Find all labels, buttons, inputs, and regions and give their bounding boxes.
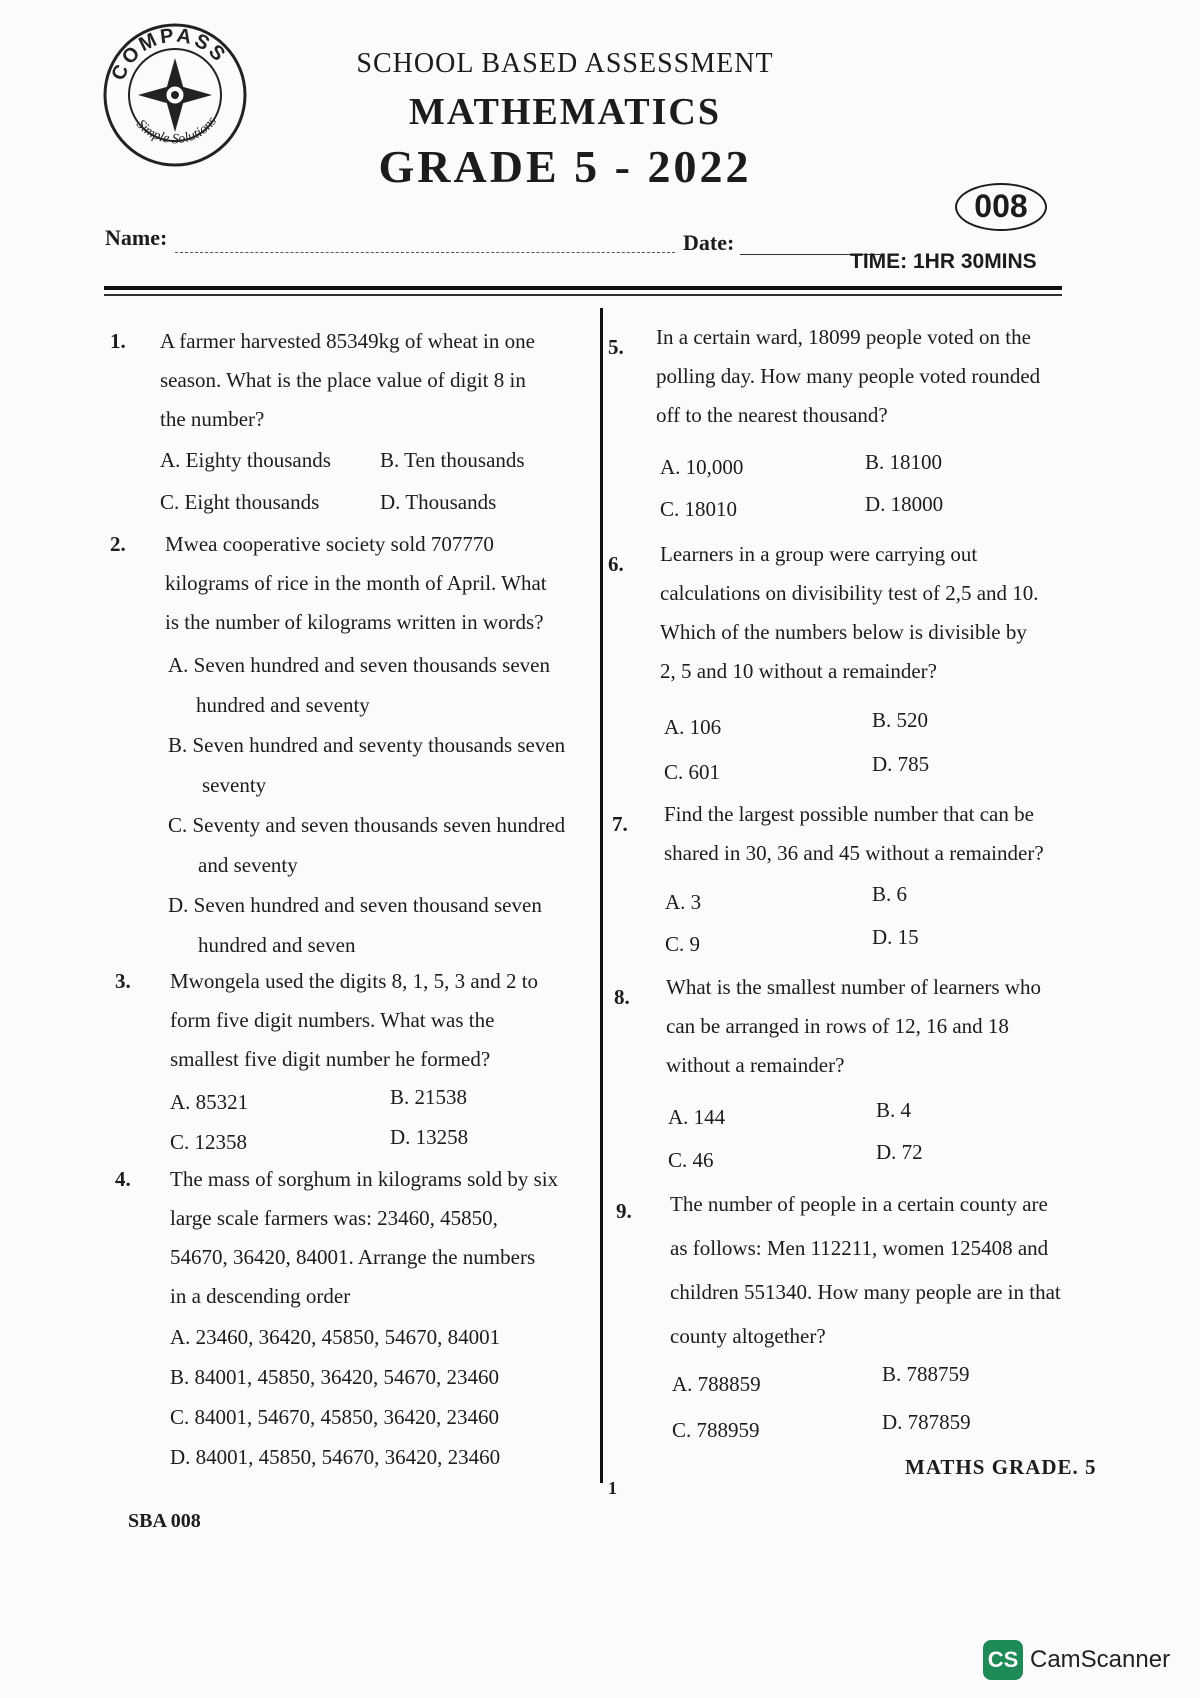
option-a: A. 23460, 36420, 45850, 54670, 84001 bbox=[170, 1325, 501, 1349]
option-d: D. 18000 bbox=[865, 492, 944, 516]
option-a: A. Eighty thousands bbox=[160, 448, 331, 472]
question-number: 2. bbox=[110, 532, 126, 556]
question-text bbox=[160, 322, 535, 439]
grade-year-title: GRADE 5 - 2022 bbox=[378, 141, 752, 192]
question-text bbox=[170, 962, 538, 1079]
question-number: 6. bbox=[608, 552, 624, 576]
option-a: A. 144 bbox=[668, 1105, 726, 1129]
option-c: C. 601 bbox=[664, 760, 721, 784]
question-number: 5. bbox=[608, 335, 624, 359]
camscanner-watermark: CamScanner bbox=[1030, 1646, 1171, 1673]
column-divider bbox=[600, 308, 603, 1483]
question-line: the number? bbox=[160, 407, 265, 431]
option-a: A. 788859 bbox=[672, 1372, 761, 1396]
option-line: hundred and seventy bbox=[196, 693, 370, 717]
option-b: B. 84001, 45850, 36420, 54670, 23460 bbox=[170, 1365, 500, 1389]
question-line: as follows: Men 112211, women 125408 and bbox=[670, 1236, 1049, 1260]
option-line: hundred and seven bbox=[198, 933, 356, 957]
question-line: polling day. How many people voted rounded bbox=[656, 364, 1041, 388]
option-line: seventy bbox=[202, 773, 267, 797]
question-line: county altogether? bbox=[670, 1324, 826, 1348]
option-c: C. Eight thousands bbox=[160, 490, 320, 514]
header-rule bbox=[104, 286, 1062, 290]
option-line: B. Seven hundred and seventy thousands seven bbox=[168, 733, 566, 757]
question-line: Learners in a group were carrying out bbox=[660, 542, 978, 566]
question-line: kilograms of rice in the month of April. What bbox=[165, 571, 547, 595]
question-number: 4. bbox=[115, 1167, 131, 1191]
name-label: Name: bbox=[105, 225, 168, 250]
option-d: D. 13258 bbox=[390, 1125, 469, 1149]
logo-word: COMPASS bbox=[107, 24, 232, 84]
option-c: C. 788959 bbox=[672, 1418, 760, 1442]
question-line: 54670, 36420, 84001. Arrange the numbers bbox=[170, 1245, 536, 1269]
footer-code: SBA 008 bbox=[128, 1510, 201, 1532]
option-b: B. 6 bbox=[872, 882, 908, 906]
option-a: A. 10,000 bbox=[660, 455, 744, 479]
camscanner-icon: CS bbox=[983, 1640, 1023, 1680]
header-rule-thin bbox=[104, 294, 1062, 296]
question-number: 3. bbox=[115, 969, 131, 993]
time-allowed: TIME: 1HR 30MINS bbox=[850, 250, 1037, 273]
option-b: B. 520 bbox=[872, 708, 929, 732]
option-c: C. 9 bbox=[665, 932, 701, 956]
question-number: 8. bbox=[614, 985, 630, 1009]
option-b: B. 788759 bbox=[882, 1362, 970, 1386]
question-line: season. What is the place value of digit 8 in bbox=[160, 368, 526, 392]
option-c: C. 18010 bbox=[660, 497, 738, 521]
option-c bbox=[168, 805, 565, 885]
option-line: and seventy bbox=[198, 853, 298, 877]
question-line: shared in 30, 36 and 45 without a remainder? bbox=[664, 841, 1044, 865]
option-c: C. 12358 bbox=[170, 1130, 248, 1154]
question-number: 9. bbox=[616, 1199, 632, 1223]
option-line: C. Seventy and seven thousands seven hundred bbox=[168, 813, 566, 837]
page-number: 1 bbox=[608, 1478, 617, 1498]
assessment-title: SCHOOL BASED ASSESSMENT bbox=[356, 48, 774, 79]
question-line: In a certain ward, 18099 people voted on the bbox=[656, 325, 1031, 349]
option-d: D. 72 bbox=[876, 1140, 923, 1164]
question-line: The number of people in a certain county are bbox=[670, 1192, 1048, 1216]
question-text bbox=[664, 795, 1044, 873]
option-d bbox=[168, 885, 542, 965]
option-b: B. 21538 bbox=[390, 1085, 468, 1109]
question-line: smallest five digit number he formed? bbox=[170, 1047, 491, 1071]
question-line: Which of the numbers below is divisible by bbox=[660, 620, 1027, 644]
question-text bbox=[660, 535, 1039, 691]
paper-code-badge: 008 bbox=[955, 183, 1047, 231]
option-d: D. 787859 bbox=[882, 1410, 971, 1434]
footer-subject: MATHS GRADE. 5 bbox=[905, 1455, 1097, 1479]
option-d: D. 785 bbox=[872, 752, 930, 776]
question-text bbox=[656, 318, 1040, 435]
subject-title: MATHEMATICS bbox=[409, 91, 721, 133]
question-line: large scale farmers was: 23460, 45850, bbox=[170, 1206, 498, 1230]
option-a: A. 85321 bbox=[170, 1090, 249, 1114]
question-line: can be arranged in rows of 12, 16 and 18 bbox=[666, 1014, 1009, 1038]
name-field-line[interactable] bbox=[175, 252, 675, 253]
option-a: A. 3 bbox=[665, 890, 702, 914]
question-line: without a remainder? bbox=[666, 1053, 845, 1077]
option-b: B. 18100 bbox=[865, 450, 943, 474]
option-d: D. 15 bbox=[872, 925, 919, 949]
question-line: children 551340. How many people are in that bbox=[670, 1280, 1061, 1304]
option-line: A. Seven hundred and seven thousands seven bbox=[168, 653, 550, 677]
date-label: Date: bbox=[683, 230, 735, 255]
option-b: B. Ten thousands bbox=[380, 448, 525, 472]
question-number: 1. bbox=[110, 329, 126, 353]
question-line: Find the largest possible number that can be bbox=[664, 802, 1034, 826]
question-line: calculations on divisibility test of 2,5 and 10. bbox=[660, 581, 1039, 605]
question-line: Mwongela used the digits 8, 1, 5, 3 and 2 to bbox=[170, 969, 539, 993]
question-line: is the number of kilograms written in words? bbox=[165, 610, 544, 634]
question-number: 7. bbox=[612, 812, 628, 836]
option-a bbox=[168, 645, 550, 725]
logo-motto: Simple Solutions bbox=[132, 114, 220, 148]
question-text bbox=[670, 1182, 1061, 1358]
question-text bbox=[165, 525, 547, 642]
question-line: Mwea cooperative society sold 707770 bbox=[165, 532, 494, 556]
question-line: A farmer harvested 85349kg of wheat in one bbox=[160, 329, 535, 353]
option-b: B. 4 bbox=[876, 1098, 912, 1122]
option-c: C. 84001, 54670, 45850, 36420, 23460 bbox=[170, 1405, 500, 1429]
option-c: C. 46 bbox=[668, 1148, 714, 1172]
option-b bbox=[168, 725, 565, 805]
option-a: A. 106 bbox=[664, 715, 722, 739]
question-line: What is the smallest number of learners who bbox=[666, 975, 1041, 999]
compass-logo bbox=[100, 20, 250, 170]
question-line: in a descending order bbox=[170, 1284, 351, 1308]
question-text bbox=[170, 1160, 558, 1316]
question-text bbox=[666, 968, 1041, 1085]
question-line: 2, 5 and 10 without a remainder? bbox=[660, 659, 937, 683]
question-line: The mass of sorghum in kilograms sold by six bbox=[170, 1167, 559, 1191]
option-line: D. Seven hundred and seven thousand seven bbox=[168, 893, 542, 917]
option-d: D. Thousands bbox=[380, 490, 497, 514]
question-line: form five digit numbers. What was the bbox=[170, 1008, 495, 1032]
option-d: D. 84001, 45850, 54670, 36420, 23460 bbox=[170, 1445, 501, 1469]
question-line: off to the nearest thousand? bbox=[656, 403, 888, 427]
